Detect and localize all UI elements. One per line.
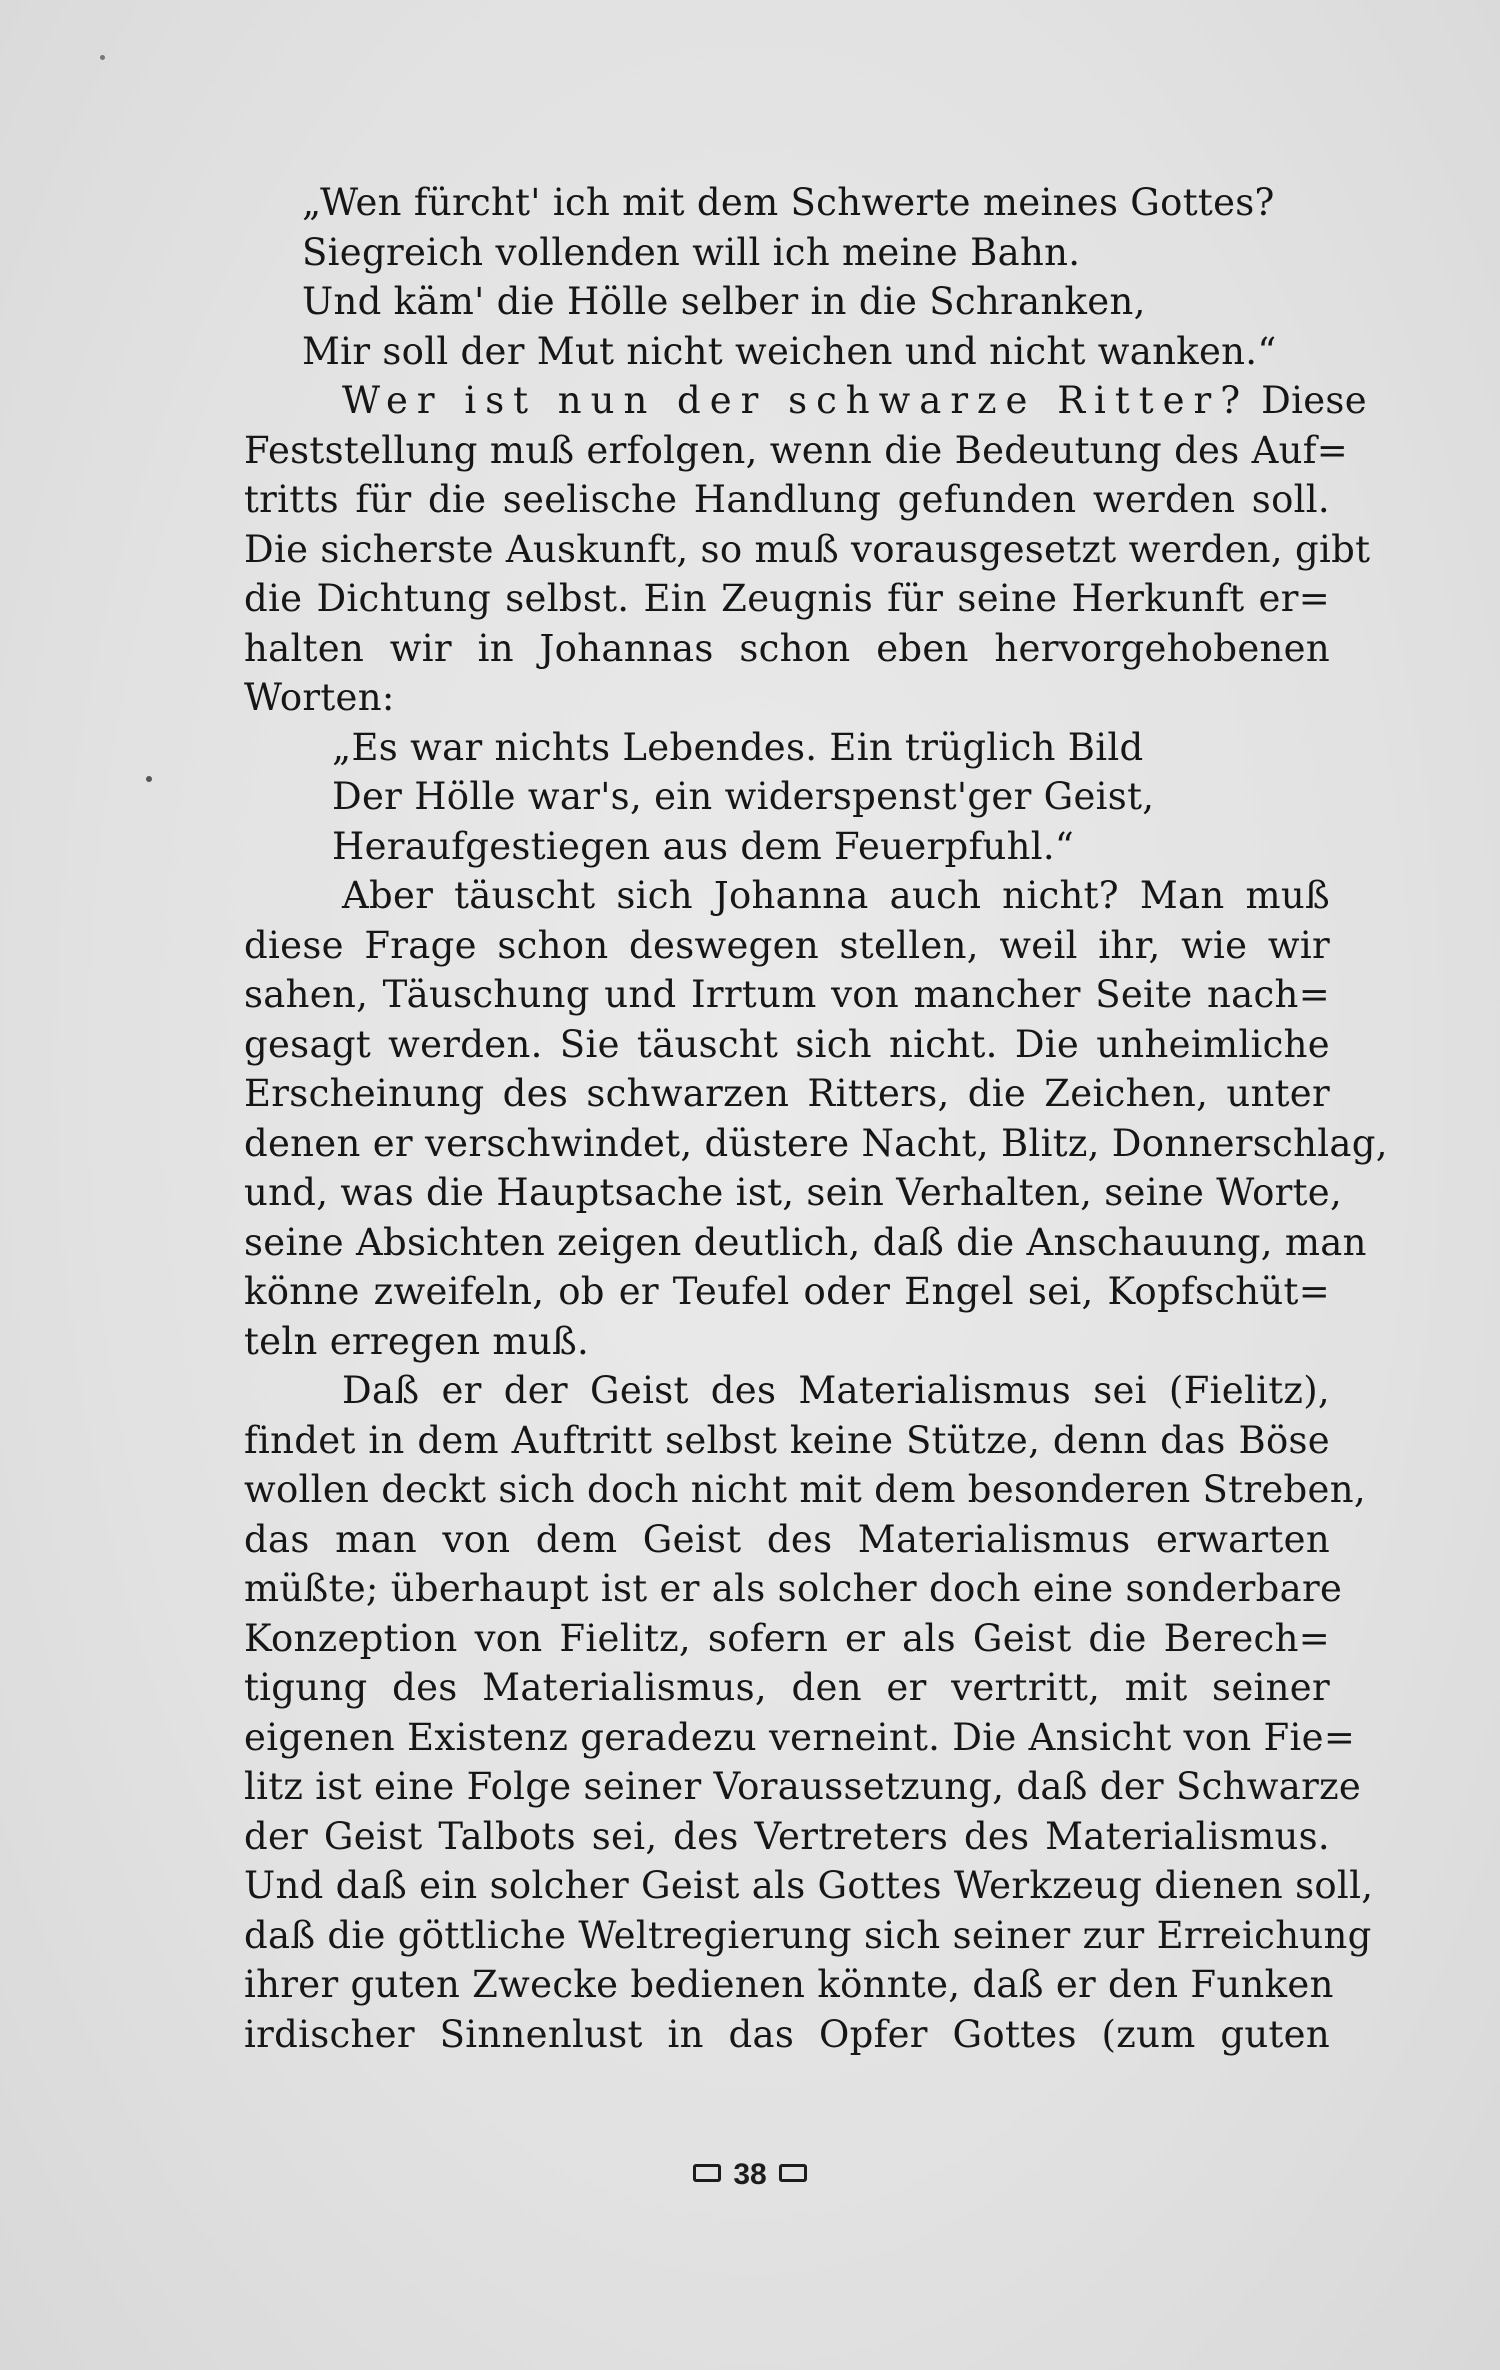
paragraph-line: daß die göttliche Weltregierung sich seiner zur Erreichung [244, 1913, 1372, 1957]
paragraph-line: der Geist Talbots sei, des Vertreters des Materialismus. [244, 1814, 1330, 1858]
paragraph-line: litz ist eine Folge seiner Voraussetzung, daß der Schwarze [244, 1765, 1362, 1808]
paragraph-1 [244, 376, 1371, 723]
paragraph-line: tigung des Materialismus, den er vertritt, mit seiner [244, 1666, 1330, 1709]
verse-line: Und käm' die Hölle selber in die Schranken, [302, 280, 1146, 323]
paragraph-line: könne zweifeln, ob er Teufel oder Engel sei, Kopfschüt= [244, 1270, 1330, 1313]
paragraph-line: findet in dem Auftritt selbst keine Stütze, denn das Böse [244, 1418, 1330, 1462]
paragraph-line: Aber täuscht sich Johanna auch nicht? Man muß [342, 874, 1330, 917]
paragraph-line: müßte; überhaupt ist er als solcher doch eine sonderbare [244, 1567, 1343, 1610]
verse-quote-2 [332, 723, 1330, 872]
paper-speck [100, 55, 105, 60]
paragraph-line: Feststellung muß erfolgen, wenn die Bedeutung des Auf= [244, 428, 1349, 472]
paragraph-line: und, was die Hauptsache ist, sein Verhalten, seine Worte, [244, 1171, 1343, 1214]
paragraph-line: tritts für die seelische Handlung gefunden werden soll. [244, 478, 1330, 521]
page-footer [0, 2155, 1500, 2195]
body-text [244, 178, 1388, 2059]
line-continuation: Diese [1261, 379, 1367, 422]
paragraph-line: halten wir in Johannas schon eben hervorgehobenen [244, 626, 1330, 670]
paragraph-line: sahen, Täuschung und Irrtum von mancher Seite nach= [244, 973, 1330, 1016]
verse-line: „Es war nichts Lebendes. Ein trüglich Bild [332, 725, 1144, 769]
paragraph-line: ihrer guten Zwecke bedienen könnte, daß er den Funken [244, 1963, 1334, 2006]
page-number: 38 [733, 2158, 767, 2191]
paragraph-line: wollen deckt sich doch nicht mit dem besonderen Streben, [244, 1468, 1366, 1511]
paragraph-line: Worten: [244, 676, 395, 719]
ornament-box-icon [779, 2164, 807, 2182]
paragraph-line: denen er verschwindet, düstere Nacht, Blitz, Donnerschlag, [244, 1121, 1388, 1165]
verse-line: „Wen fürcht' ich mit dem Schwerte meines Gottes? [302, 181, 1275, 224]
paragraph-line: diese Frage schon deswegen stellen, weil ihr, wie wir [244, 923, 1330, 967]
paragraph-line: irdischer Sinnenlust in das Opfer Gottes (zum guten [244, 2012, 1330, 2056]
paragraph-line: Daß er der Geist des Materialismus sei (Fielitz), [342, 1369, 1330, 1412]
paper-speck [146, 776, 152, 782]
paragraph-line: teln erregen muß. [244, 1319, 590, 1363]
paragraph-line: Erscheinung des schwarzen Ritters, die Zeichen, unter [244, 1072, 1330, 1115]
paragraph-line: Konzeption von Fielitz, sofern er als Geist die Berech= [244, 1616, 1330, 1660]
paragraph-line: die Dichtung selbst. Ein Zeugnis für seine Herkunft er= [244, 577, 1330, 620]
paragraph-line: eigenen Existenz geradezu verneint. Die Ansicht von Fie= [244, 1715, 1356, 1759]
verse-quote-1 [302, 178, 1330, 376]
paragraph-3 [244, 1366, 1374, 2059]
verse-line: Siegreich vollenden will ich meine Bahn. [302, 230, 1081, 274]
paragraph-line: das man von dem Geist des Materialismus erwarten [244, 1517, 1330, 1561]
paragraph-2 [244, 871, 1388, 1366]
verse-line: Heraufgestiegen aus dem Feuerpfuhl.“ [332, 824, 1075, 868]
verse-line: Mir soll der Mut nicht weichen und nicht wanken.“ [302, 329, 1277, 373]
paragraph-line: seine Absichten zeigen deutlich, daß die Anschauung, man [244, 1220, 1367, 1264]
paragraph-line: Und daß ein solcher Geist als Gottes Werkzeug dienen soll, [244, 1864, 1374, 1907]
paragraph-line: gesagt werden. Sie täuscht sich nicht. Die unheimliche [244, 1022, 1330, 1066]
paragraph-line: Die sicherste Auskunft, so muß vorausgesetzt werden, gibt [244, 527, 1371, 571]
verse-line: Der Hölle war's, ein widerspenst'ger Geist, [332, 775, 1155, 818]
emphasized-question: Wer ist nun der schwarze Ritter? [342, 379, 1250, 422]
ornament-box-icon [693, 2164, 721, 2182]
paragraph-line [244, 376, 1367, 426]
